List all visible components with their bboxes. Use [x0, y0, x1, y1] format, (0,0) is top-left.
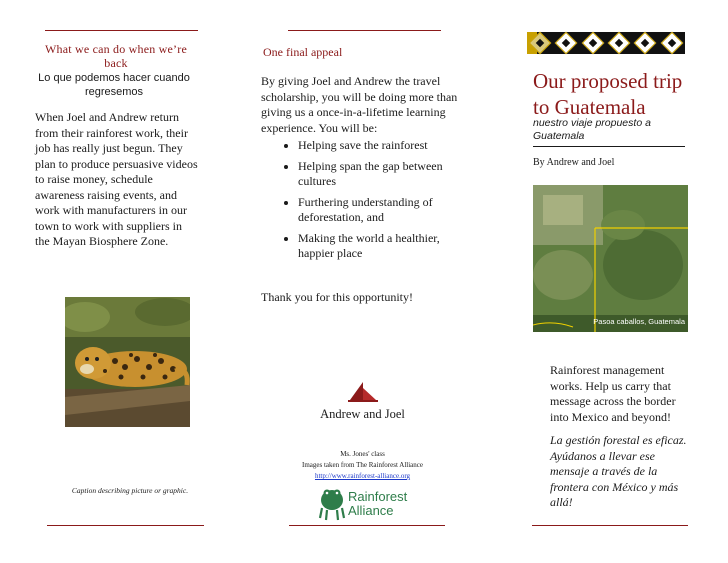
diamond-icon [660, 32, 683, 55]
brochure-title: Our proposed trip to Guatemala [533, 69, 683, 119]
satellite-map-image [533, 185, 688, 332]
bottom-rule-middle [289, 525, 445, 526]
authors-name: Andrew and Joel [320, 407, 405, 421]
panel2-heading: One final appeal [263, 45, 343, 59]
panel1-caption: Caption describing picture or graphic. [71, 486, 189, 495]
appeal-bullet-list [270, 138, 465, 267]
appeal-bullet: • Making the world a healthier, happier place [298, 231, 465, 262]
map-location-label: Pasoa caballos, Guatemala [593, 317, 685, 326]
diamond-icon [555, 32, 578, 55]
rainforest-alliance-logo [318, 484, 423, 524]
top-rule-middle [288, 30, 441, 31]
mountain-logo-icon [346, 380, 380, 402]
panel1-heading-es: Lo que podemos hacer cuando regresemos [38, 72, 190, 98]
message-en: Rainforest management works. Help us carry that message across the border into Mexico and beyond! [550, 363, 676, 424]
brochure-subtitle: nuestro viaje propuesto a Guatemala [533, 117, 651, 142]
message-es: La gestión forestal es eficaz. Ayúdanos a llevar ese mensaje a través de la frontera con México y más allá! [550, 433, 687, 509]
diamond-icon [634, 32, 657, 55]
byline: By Andrew and Joel [533, 157, 615, 168]
decorative-diamond-band [527, 32, 685, 54]
bottom-rule-right [532, 525, 688, 526]
rainforest-url-link[interactable] [290, 472, 435, 480]
url-anchor[interactable]: http://www.rainforest-alliance.org [314, 472, 411, 480]
top-rule-left [45, 30, 198, 31]
frog-icon [318, 486, 346, 522]
logo-text-2: Alliance [348, 503, 394, 518]
credit-line: Images taken from The Rainforest Alliance [302, 461, 423, 469]
panel1-heading: What we can do when we’re back [45, 42, 187, 70]
appeal-bullet: • Helping save the rainforest [298, 138, 465, 154]
diamond-icon [581, 32, 604, 55]
thanks-text: Thank you for this opportunity! [261, 290, 413, 304]
appeal-bullet: • Furthering understanding of deforestation, and [298, 195, 465, 226]
panel1-body: When Joel and Andrew return from their rainforest work, their job has really just begun. They plan to produce persuasive videos to raise money, schedule awareness raising events, and work with manufacturers in our town to work with suppliers in the Mayan Biosphere Zone. [35, 110, 198, 248]
jaguar-photo [65, 297, 190, 427]
class-line: Ms. Jones' class [340, 450, 385, 458]
diamond-icon [608, 32, 631, 55]
logo-text-1: Rainforest [348, 489, 408, 504]
panel2-intro: By giving Joel and Andrew the travel scholarship, you will be doing more than giving us a once-in-a-lifetime learning experience. You will be: [261, 74, 458, 135]
appeal-bullet: • Helping span the gap between cultures [298, 159, 465, 190]
bottom-rule-left [47, 525, 204, 526]
title-underline [533, 146, 685, 147]
